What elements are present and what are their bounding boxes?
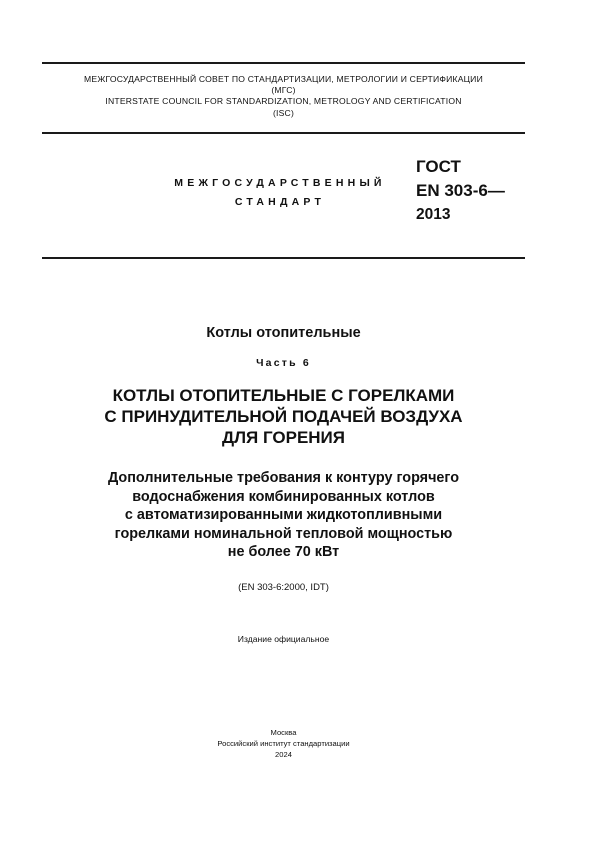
standard-designation <box>416 155 505 227</box>
main-title-line: С ПРИНУДИТЕЛЬНОЙ ПОДАЧЕЙ ВОЗДУХА <box>104 407 463 426</box>
top-rule <box>42 62 525 64</box>
publisher-block <box>42 727 525 760</box>
designation-prefix: ГОСТ <box>416 157 461 176</box>
subtitle-line: с автоматизированными жидкотопливными <box>124 507 443 524</box>
subtitle-line: горелками номинальной тепловой мощностью <box>114 525 453 542</box>
subtitle-line: водоснабжения комбинированных котлов <box>132 488 435 505</box>
council-abbr-en: (ISC) <box>272 107 295 118</box>
publisher-city: Москва <box>270 728 297 737</box>
designation-year: 2013 <box>416 206 451 223</box>
standard-type-line2: СТАНДАРТ <box>234 196 326 208</box>
main-title-line: ДЛЯ ГОРЕНИЯ <box>221 428 345 447</box>
publisher-institute: Российский институт стандартизации <box>217 739 350 748</box>
publisher-year: 2024 <box>275 750 292 759</box>
header-rule <box>42 257 525 259</box>
council-rule <box>42 132 525 134</box>
part-number: Часть 6 <box>256 357 311 369</box>
edition-note: Издание официальное <box>237 634 330 644</box>
identical-reference: (EN 303-6:2000, IDT) <box>238 582 329 593</box>
main-title-line: КОТЛЫ ОТОПИТЕЛЬНЫЕ С ГОРЕЛКАМИ <box>112 386 455 405</box>
subtitle-line: не более 70 кВт <box>227 544 340 561</box>
council-abbr-ru: (МГС) <box>271 85 296 96</box>
standard-type-line1: МЕЖГОСУДАРСТВЕННЫЙ <box>174 177 386 189</box>
council-block <box>42 74 525 119</box>
council-name-ru: МЕЖГОСУДАРСТВЕННЫЙ СОВЕТ ПО СТАНДАРТИЗАЦИИ, МЕТРОЛОГИИ И СЕРТИФИКАЦИИ <box>84 74 483 84</box>
main-title <box>42 385 525 448</box>
subtitle <box>42 469 525 562</box>
standard-type <box>100 174 460 212</box>
designation-number: EN 303-6— <box>416 181 505 200</box>
general-title: Котлы отопительные <box>206 325 361 341</box>
subtitle-line: Дополнительные требования к контуру горячего <box>107 470 460 486</box>
council-name-en: INTERSTATE COUNCIL FOR STANDARDIZATION, METROLOGY AND CERTIFICATION <box>105 96 462 107</box>
